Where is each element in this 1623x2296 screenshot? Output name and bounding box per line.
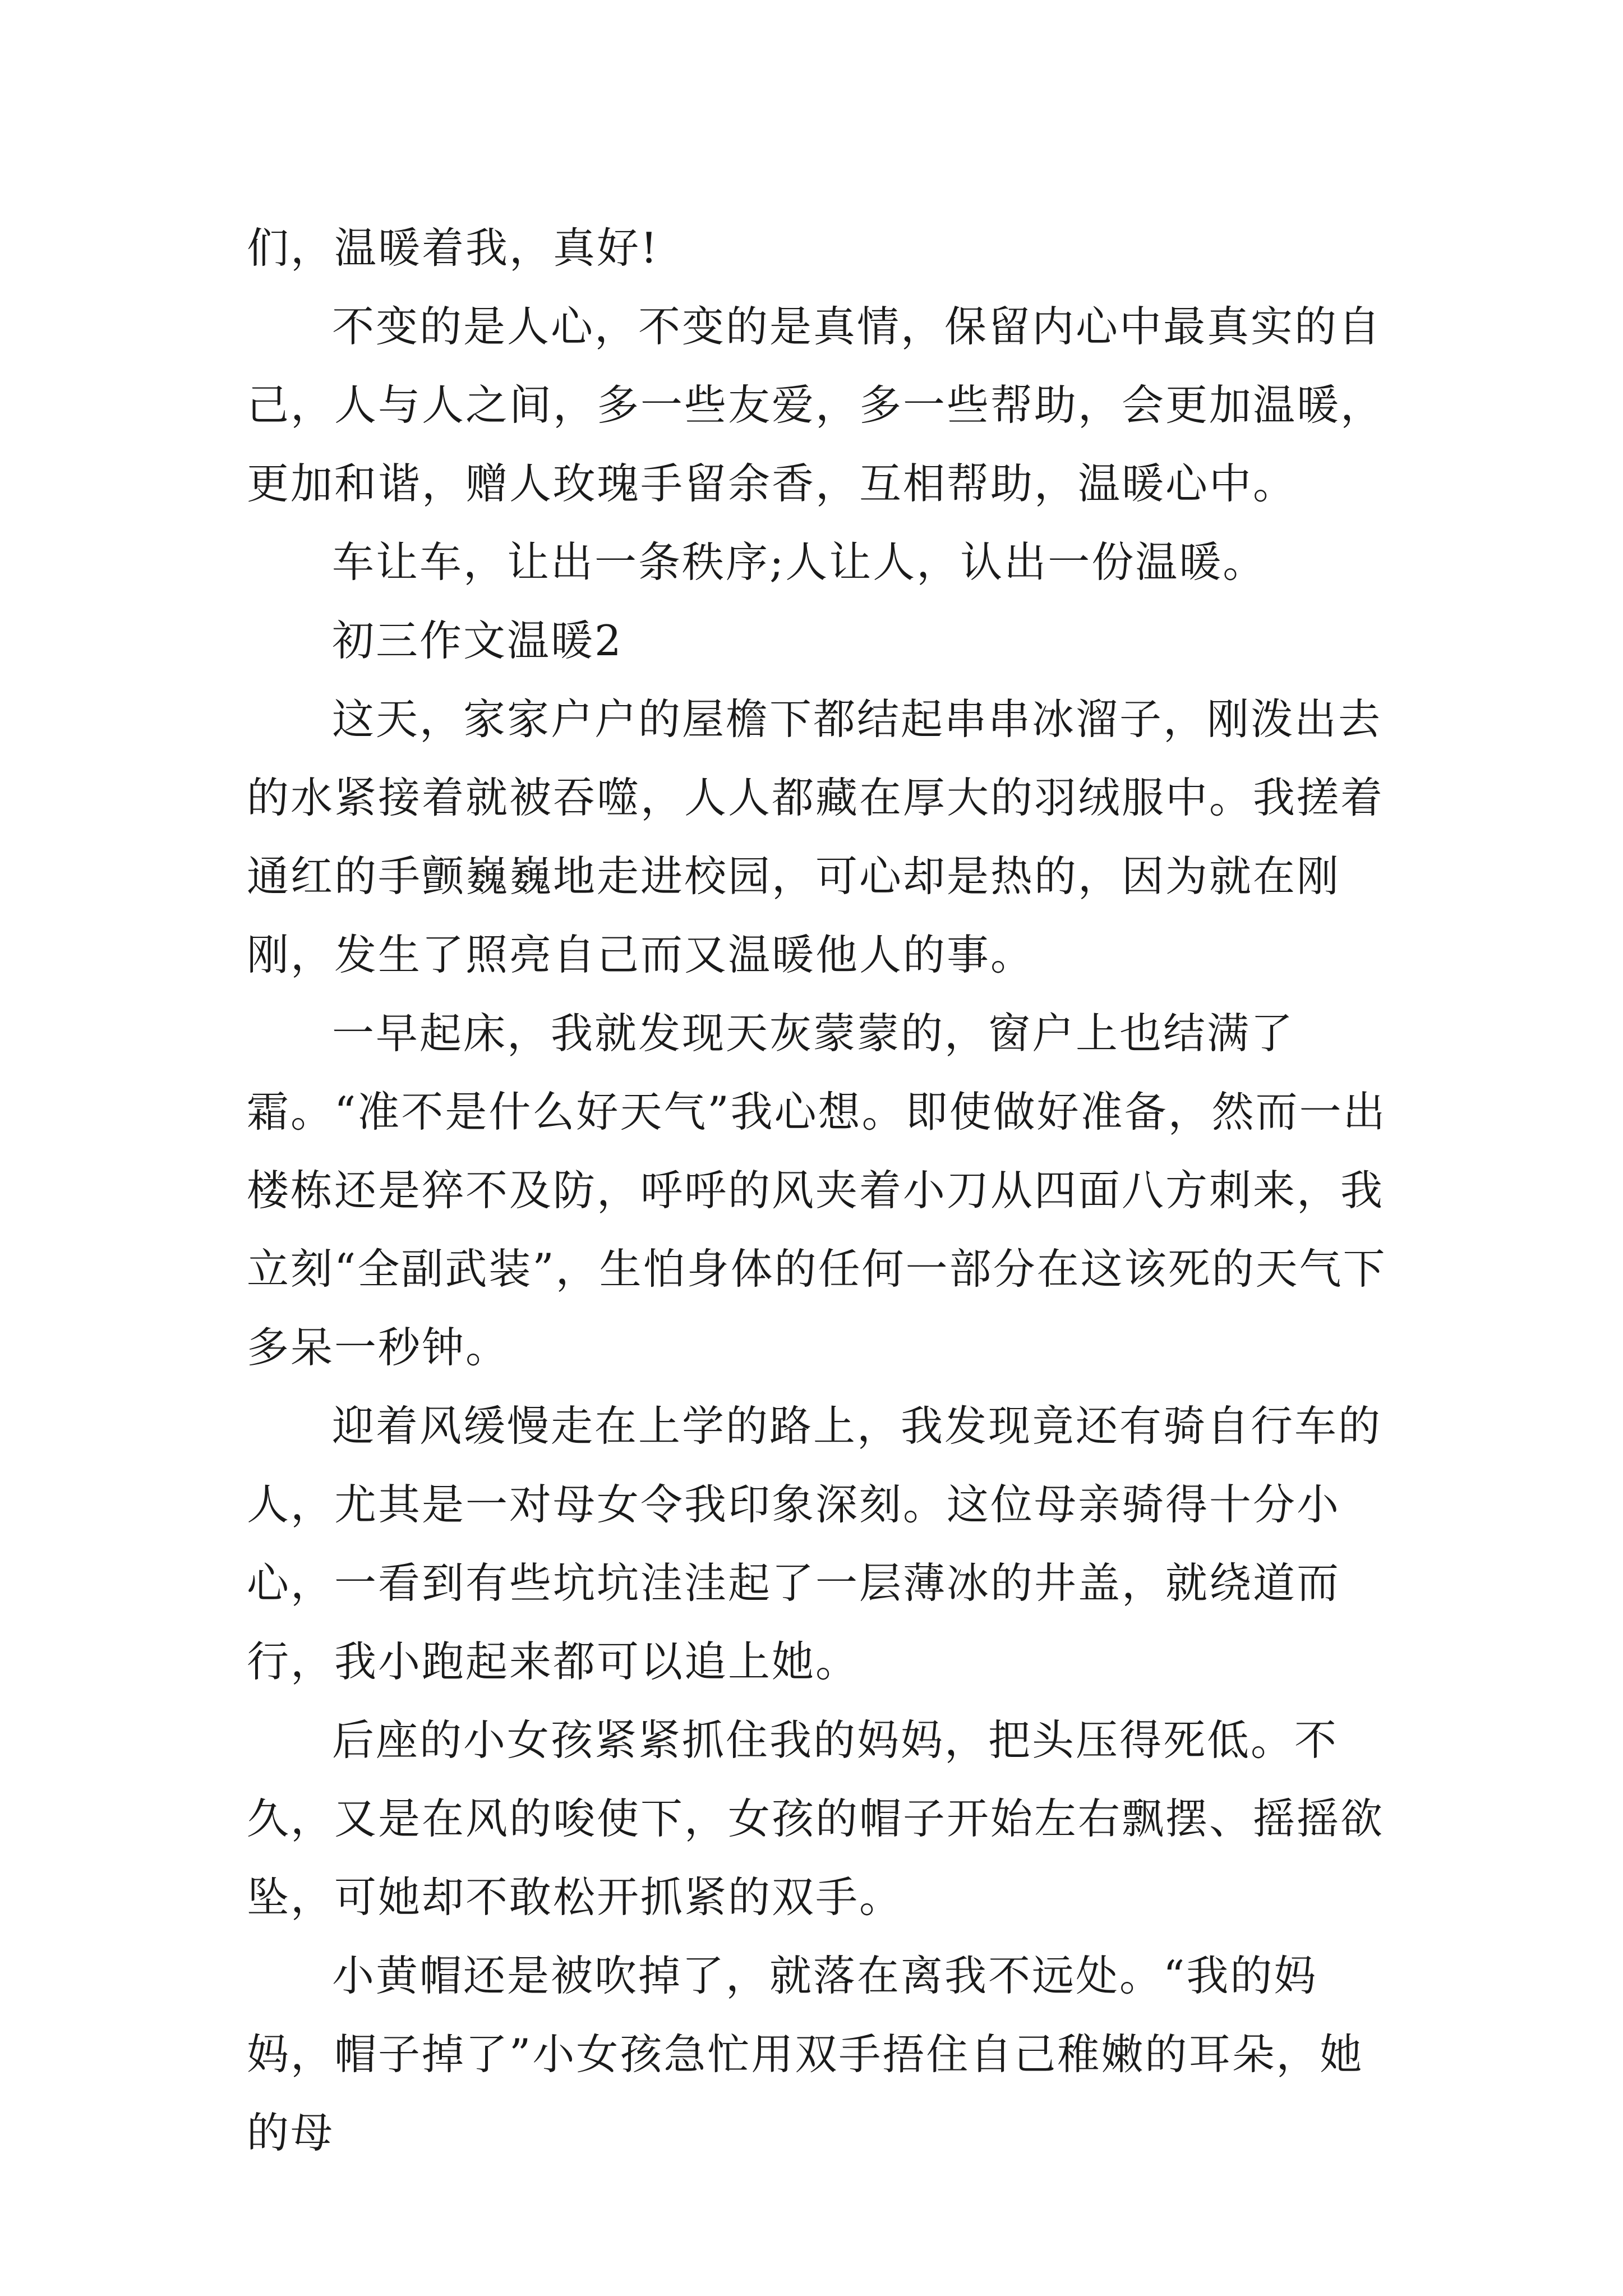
paragraph: 们，温暖着我，真好!	[247, 223, 660, 273]
paragraph: 后座的小女孩紧紧抓住我的妈妈，把头压得死低。不久，又是在风的唆使下，女孩的帽子开始左右飘摆、摇摇欲坠，可她却不敢松开抓紧的双手。	[247, 1715, 1385, 1922]
paragraph: 不变的是人心，不变的是真情，保留内心中最真实的自己，人与人之间，多一些友爱，多一些帮助，会更加温暖，更加和谐，赠人玫瑰手留余香，互相帮助，温暖心中。	[247, 302, 1385, 508]
document-body	[247, 209, 1391, 2172]
paragraph: 迎着风缓慢走在上学的路上，我发现竟还有骑自行车的人，尤其是一对母女令我印象深刻。这位母亲骑得十分小心，一看到有些坑坑洼洼起了一层薄冰的井盖，就绕道而行，我小跑起来都可以追上她。	[247, 1401, 1382, 1686]
paragraph: 车让车，让出一条秩序;人让人，认出一份温暖。	[332, 537, 1267, 587]
paragraph: 小黄帽还是被吹掉了，就落在离我不远处。“我的妈妈，帽子掉了”小女孩急忙用双手捂住自己稚嫩的耳朵，她的母	[247, 1951, 1364, 2157]
paragraph: 一早起床，我就发现天灰蒙蒙的，窗户上也结满了霜。“准不是什么好天气”我心想。即使做好准备，然而一出楼栋还是猝不及防，呼呼的风夹着小刀从四面八方刺来，我立刻“全副武装”，生怕身体的任何一部分在这该死的天气下多呆一秒钟。	[247, 1009, 1387, 1372]
paragraph: 这天，家家户户的屋檐下都结起串串冰溜子，刚泼出去的水紧接着就被吞噬，人人都藏在厚大的羽绒服中。我搓着通红的手颤巍巍地走进校园，可心却是热的，因为就在刚刚，发生了照亮自己而又温暖他人的事。	[247, 694, 1385, 979]
section-title: 初三作文温暖2	[332, 616, 623, 665]
